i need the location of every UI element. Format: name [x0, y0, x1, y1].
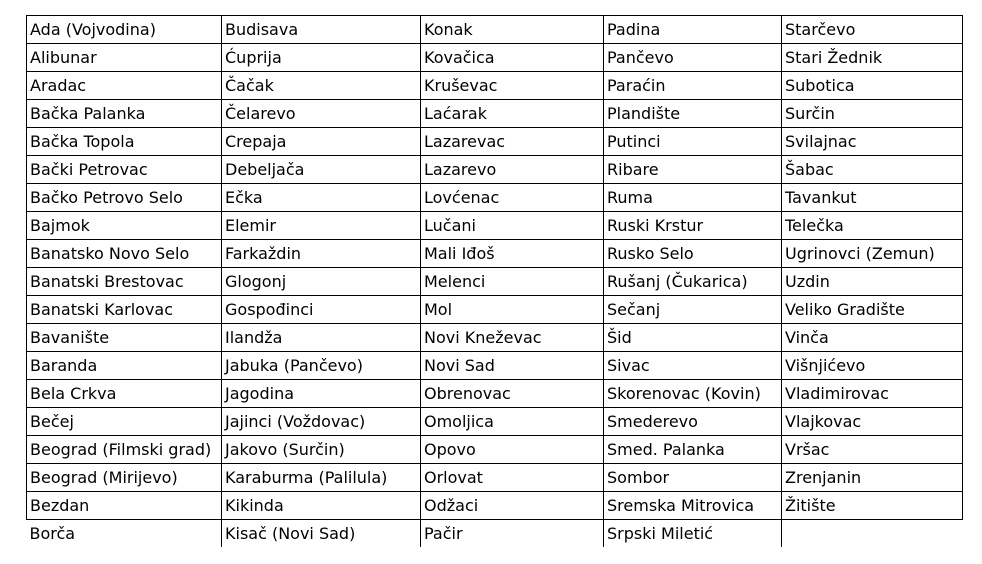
table-cell[interactable]: Vladimirovac	[782, 380, 963, 408]
table-row	[27, 380, 963, 408]
table-cell[interactable]: Ćuprija	[222, 44, 421, 72]
table-row	[27, 492, 963, 520]
table-cell[interactable]: Jajinci (Voždovac)	[222, 408, 421, 436]
table-cell[interactable]: Čačak	[222, 72, 421, 100]
table-cell[interactable]: Kovačica	[421, 44, 604, 72]
table-cell[interactable]: Glogonj	[222, 268, 421, 296]
table-cell[interactable]: Laćarak	[421, 100, 604, 128]
table-cell[interactable]: Crepaja	[222, 128, 421, 156]
table-cell[interactable]: Banatsko Novo Selo	[27, 240, 222, 268]
table-cell[interactable]: Sečanj	[604, 296, 782, 324]
table-row	[27, 184, 963, 212]
table-cell[interactable]: Ečka	[222, 184, 421, 212]
table-cell[interactable]	[782, 520, 963, 548]
table-cell[interactable]: Ruma	[604, 184, 782, 212]
table-row	[27, 100, 963, 128]
table-cell[interactable]: Plandište	[604, 100, 782, 128]
table-cell[interactable]: Pačir	[421, 520, 604, 548]
table-cell[interactable]: Bačka Palanka	[27, 100, 222, 128]
table-cell[interactable]: Rušanj (Čukarica)	[604, 268, 782, 296]
table-row	[27, 240, 963, 268]
table-row	[27, 408, 963, 436]
table-cell[interactable]: Srpski Miletić	[604, 520, 782, 548]
table-cell[interactable]: Lučani	[421, 212, 604, 240]
table-cell[interactable]: Padina	[604, 16, 782, 44]
table-cell[interactable]: Elemir	[222, 212, 421, 240]
table-row	[27, 44, 963, 72]
table-cell[interactable]: Bezdan	[27, 492, 222, 520]
table-cell[interactable]: Kruševac	[421, 72, 604, 100]
table-row	[27, 352, 963, 380]
table-cell[interactable]: Budisava	[222, 16, 421, 44]
table-cell[interactable]: Ugrinovci (Zemun)	[782, 240, 963, 268]
table-cell[interactable]: Šid	[604, 324, 782, 352]
table-cell[interactable]: Beograd (Filmski grad)	[27, 436, 222, 464]
table-cell[interactable]: Smed. Palanka	[604, 436, 782, 464]
table-cell[interactable]: Gospođinci	[222, 296, 421, 324]
table-row	[27, 268, 963, 296]
table-cell[interactable]: Rusko Selo	[604, 240, 782, 268]
table-cell[interactable]: Sombor	[604, 464, 782, 492]
table-cell[interactable]: Putinci	[604, 128, 782, 156]
table-cell[interactable]: Veliko Gradište	[782, 296, 963, 324]
table-cell[interactable]: Debeljača	[222, 156, 421, 184]
table-cell[interactable]: Smederevo	[604, 408, 782, 436]
table-cell[interactable]: Lovćenac	[421, 184, 604, 212]
table-cell[interactable]: Banatski Brestovac	[27, 268, 222, 296]
table-cell[interactable]: Konak	[421, 16, 604, 44]
table-cell[interactable]: Starčevo	[782, 16, 963, 44]
table-cell[interactable]: Tavankut	[782, 184, 963, 212]
spreadsheet-area	[26, 15, 962, 547]
table-cell[interactable]: Aradac	[27, 72, 222, 100]
place-names-table	[26, 15, 963, 547]
table-cell[interactable]: Ribare	[604, 156, 782, 184]
table-cell[interactable]: Kisač (Novi Sad)	[222, 520, 421, 548]
table-cell[interactable]: Beograd (Mirijevo)	[27, 464, 222, 492]
table-row	[27, 128, 963, 156]
table-cell[interactable]: Bela Crkva	[27, 380, 222, 408]
table-cell[interactable]: Banatski Karlovac	[27, 296, 222, 324]
table-cell[interactable]: Skorenovac (Kovin)	[604, 380, 782, 408]
table-cell[interactable]: Bačka Topola	[27, 128, 222, 156]
table-cell[interactable]: Odžaci	[421, 492, 604, 520]
table-cell[interactable]: Sremska Mitrovica	[604, 492, 782, 520]
table-cell[interactable]: Telečka	[782, 212, 963, 240]
table-cell[interactable]: Orlovat	[421, 464, 604, 492]
table-cell[interactable]: Bajmok	[27, 212, 222, 240]
table-cell[interactable]: Sivac	[604, 352, 782, 380]
table-cell[interactable]: Mol	[421, 296, 604, 324]
table-cell[interactable]: Lazarevo	[421, 156, 604, 184]
table-cell[interactable]: Borča	[27, 520, 222, 548]
table-cell[interactable]: Žitište	[782, 492, 963, 520]
table-cell[interactable]: Šabac	[782, 156, 963, 184]
table-cell[interactable]: Baranda	[27, 352, 222, 380]
table-cell[interactable]: Karaburma (Palilula)	[222, 464, 421, 492]
table-row	[27, 436, 963, 464]
table-cell[interactable]: Paraćin	[604, 72, 782, 100]
table-cell[interactable]: Jakovo (Surčin)	[222, 436, 421, 464]
table-row	[27, 156, 963, 184]
table-cell[interactable]: Svilajnac	[782, 128, 963, 156]
table-cell[interactable]: Subotica	[782, 72, 963, 100]
table-cell[interactable]: Čelarevo	[222, 100, 421, 128]
table-row	[27, 72, 963, 100]
table-cell[interactable]: Novi Sad	[421, 352, 604, 380]
table-cell[interactable]: Alibunar	[27, 44, 222, 72]
table-cell[interactable]: Višnjićevo	[782, 352, 963, 380]
table-cell[interactable]: Bačko Petrovo Selo	[27, 184, 222, 212]
table-row	[27, 520, 963, 548]
table-row	[27, 16, 963, 44]
table-cell[interactable]: Ada (Vojvodina)	[27, 16, 222, 44]
table-cell[interactable]: Omoljica	[421, 408, 604, 436]
table-cell[interactable]: Vlajkovac	[782, 408, 963, 436]
table-cell[interactable]: Opovo	[421, 436, 604, 464]
table-row	[27, 212, 963, 240]
table-row	[27, 464, 963, 492]
table-cell[interactable]: Melenci	[421, 268, 604, 296]
table-cell[interactable]: Bački Petrovac	[27, 156, 222, 184]
table-cell[interactable]: Zrenjanin	[782, 464, 963, 492]
table-row	[27, 324, 963, 352]
table-cell[interactable]: Farkaždin	[222, 240, 421, 268]
table-cell[interactable]: Lazarevac	[421, 128, 604, 156]
table-cell[interactable]: Ruski Krstur	[604, 212, 782, 240]
table-cell[interactable]: Jabuka (Pančevo)	[222, 352, 421, 380]
table-cell[interactable]: Stari Žednik	[782, 44, 963, 72]
table-cell[interactable]: Obrenovac	[421, 380, 604, 408]
table-cell[interactable]: Vršac	[782, 436, 963, 464]
table-cell[interactable]: Bečej	[27, 408, 222, 436]
table-cell[interactable]: Pančevo	[604, 44, 782, 72]
table-cell[interactable]: Mali Iđoš	[421, 240, 604, 268]
table-cell[interactable]: Surčin	[782, 100, 963, 128]
table-cell[interactable]: Uzdin	[782, 268, 963, 296]
table-cell[interactable]: Vinča	[782, 324, 963, 352]
table-row	[27, 296, 963, 324]
table-cell[interactable]: Bavanište	[27, 324, 222, 352]
table-cell[interactable]: Ilandža	[222, 324, 421, 352]
table-cell[interactable]: Kikinda	[222, 492, 421, 520]
table-cell[interactable]: Novi Kneževac	[421, 324, 604, 352]
table-cell[interactable]: Jagodina	[222, 380, 421, 408]
